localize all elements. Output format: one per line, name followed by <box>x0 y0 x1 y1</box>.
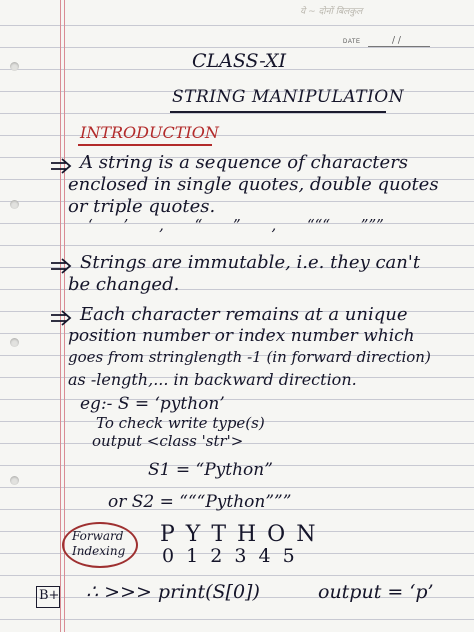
section-title: INTRODUCTION <box>80 123 219 142</box>
faint-bleed-text: ये ~ दोनों बिलकुल <box>300 7 363 17</box>
note-line: position number or index number which <box>68 326 415 346</box>
print-command: ∴ >>> print(S[0]) <box>86 581 260 603</box>
date-label: DATE <box>343 39 361 45</box>
note-line: or triple quotes. <box>68 196 216 217</box>
index-numbers: 0 1 2 3 4 5 <box>162 545 295 567</box>
note-line: A string is a sequence of characters <box>80 152 409 173</box>
note-line: enclosed in single quotes, double quotes <box>68 174 439 195</box>
topic-title: STRING MANIPULATION <box>172 87 405 107</box>
print-output: output = ‘p’ <box>318 581 434 603</box>
grade-text: B+ <box>39 588 60 603</box>
note-line: as -length,... in backward direction. <box>68 370 357 389</box>
date-line <box>368 46 430 47</box>
topic-title-underline <box>170 111 386 113</box>
note-line: goes from stringlength -1 (in forward direction) <box>68 348 431 366</box>
double-arrow-icon <box>50 258 72 274</box>
example-line: To check write type(s) <box>96 414 265 432</box>
note-line: Each character remains at a unique <box>80 304 408 325</box>
note-line: Strings are immutable, i.e. they can't <box>80 252 421 273</box>
indexing-label: Indexing <box>72 544 126 558</box>
binding-hole <box>10 200 19 209</box>
example-line: output <class 'str'> <box>92 432 244 450</box>
string-letters: P Y T H O N <box>160 522 317 547</box>
binding-hole <box>10 476 19 485</box>
example-line: eg:- S = ‘python’ <box>80 394 225 414</box>
double-arrow-icon <box>50 158 72 174</box>
quote-examples: ‘ ’ , “ ” , “““ ””” <box>88 216 384 234</box>
date-value: / / <box>392 36 401 46</box>
example-line: S1 = “Python” <box>148 460 273 480</box>
example-line: or S2 = “““Python””” <box>108 492 292 512</box>
section-title-underline <box>78 144 212 146</box>
binding-hole <box>10 338 19 347</box>
class-title: CLASS-XI <box>192 50 287 72</box>
note-line: be changed. <box>68 274 180 295</box>
indexing-label: Forward <box>72 529 124 543</box>
binding-hole <box>10 62 19 71</box>
double-arrow-icon <box>50 310 72 326</box>
